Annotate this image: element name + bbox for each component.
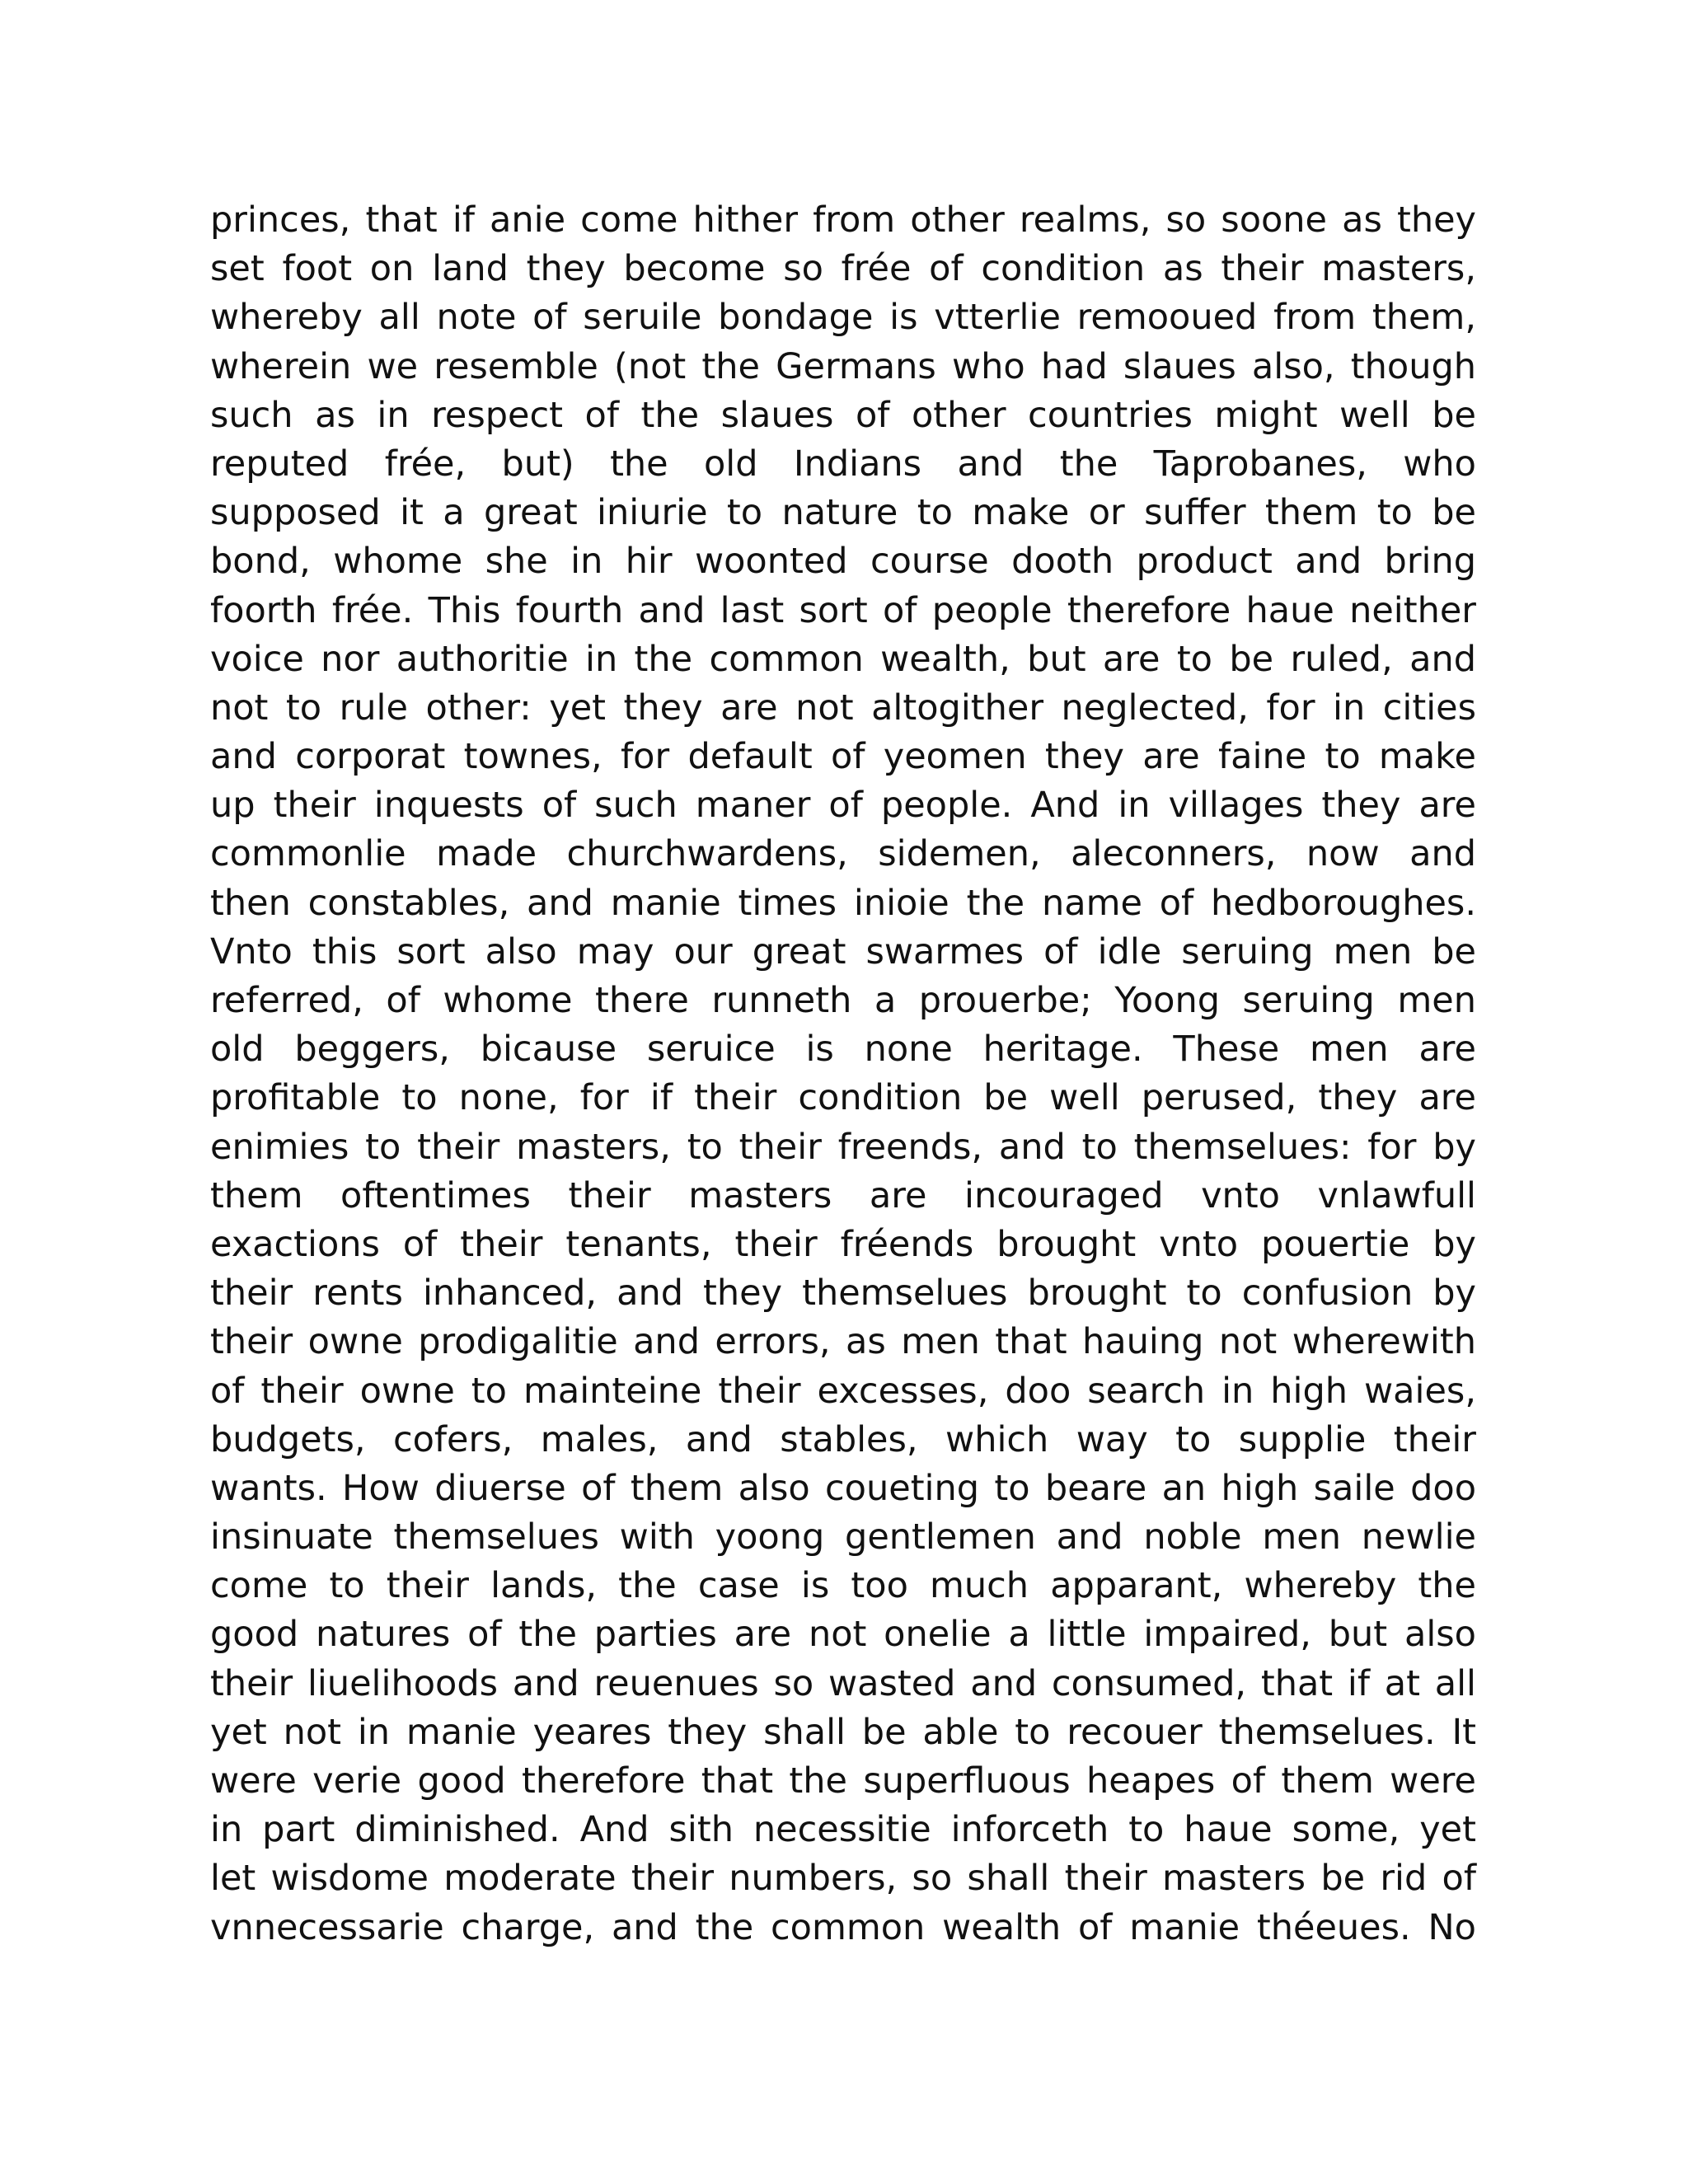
text-line-26: budgets, cofers, males, and stables, which way to supplie their [210, 1418, 1476, 1460]
text-line-31: their liuelihoods and reuenues so wasted and consumed, that if at all [210, 1662, 1476, 1704]
text-line-4: wherein we resemble (not the Germans who had slaues also, though [210, 345, 1476, 387]
text-line-14: commonlie made churchwardens, sidemen, aleconners, now and [210, 833, 1476, 875]
text-line-8: bond, whome she in hir woonted course dooth product and bring [210, 541, 1476, 583]
text-line-30: good natures of the parties are not onelie a little impaired, but also [210, 1614, 1476, 1656]
text-line-12: and corporat townes, for default of yeomen they are faine to make [210, 736, 1476, 778]
text-line-2: set foot on land they become so frée of condition as their masters, [210, 248, 1476, 290]
text-line-9: foorth frée. This fourth and last sort of people therefore haue neither [210, 589, 1476, 631]
text-line-1: princes, that if anie come hither from other realms, so soone as they [210, 199, 1476, 241]
text-line-13: up their inquests of such maner of people. And in villages they are [210, 785, 1476, 827]
text-line-16: Vnto this sort also may our great swarmes of idle seruing men be [210, 930, 1476, 972]
text-line-21: them oftentimes their masters are incouraged vnto vnlawfull [210, 1174, 1476, 1216]
text-line-36: vnnecessarie charge, and the common wealth of manie théeues. No [210, 1906, 1476, 1948]
text-line-33: were verie good therefore that the superfluous heapes of them were [210, 1760, 1476, 1802]
text-line-25: of their owne to mainteine their excesses, doo search in high waies, [210, 1370, 1476, 1412]
text-line-27: wants. How diuerse of them also coueting to beare an high saile doo [210, 1467, 1476, 1509]
text-line-32: yet not in manie yeares they shall be able to recouer themselues. It [210, 1711, 1476, 1753]
text-line-19: profitable to none, for if their condition be well perused, they are [210, 1077, 1476, 1119]
text-line-22: exactions of their tenants, their fréends brought vnto pouertie by [210, 1223, 1476, 1265]
body-text [210, 196, 1476, 1952]
text-line-10: voice nor authoritie in the common wealth, but are to be ruled, and [210, 638, 1476, 680]
text-line-5: such as in respect of the slaues of other countries might well be [210, 394, 1476, 436]
text-line-7: supposed it a great iniurie to nature to make or suffer them to be [210, 492, 1476, 534]
text-line-23: their rents inhanced, and they themselues brought to confusion by [210, 1272, 1476, 1315]
text-line-11: not to rule other: yet they are not altogither neglected, for in cities [210, 687, 1476, 729]
text-line-18: old beggers, bicause seruice is none heritage. These men are [210, 1029, 1476, 1071]
text-line-20: enimies to their masters, to their freends, and to themselues: for by [210, 1126, 1476, 1168]
text-line-28: insinuate themselues with yoong gentlemen and noble men newlie [210, 1516, 1476, 1558]
text-line-34: in part diminished. And sith necessitie inforceth to haue some, yet [210, 1809, 1476, 1851]
text-line-6: reputed frée, but) the old Indians and the Taprobanes, who [210, 443, 1476, 485]
text-line-24: their owne prodigalitie and errors, as men that hauing not wherewith [210, 1321, 1476, 1363]
text-line-3: whereby all note of seruile bondage is vtterlie remooued from them, [210, 297, 1476, 339]
text-line-17: referred, of whome there runneth a prouerbe; Yoong seruing men [210, 980, 1476, 1021]
text-line-29: come to their lands, the case is too much apparant, whereby the [210, 1565, 1476, 1607]
text-line-35: let wisdome moderate their numbers, so shall their masters be rid of [210, 1858, 1476, 1900]
text-line-15: then constables, and manie times inioie the name of hedboroughes. [210, 882, 1476, 924]
